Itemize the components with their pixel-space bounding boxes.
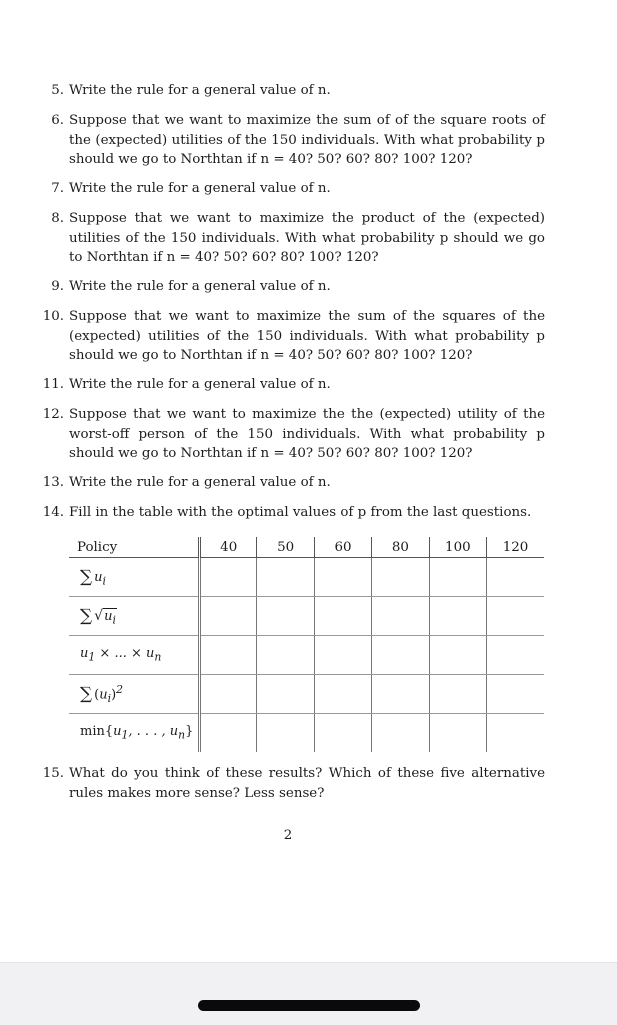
answer-cell[interactable]	[372, 558, 429, 597]
policy-product-utilities: $u_1$ × ... × $u_n$	[69, 636, 200, 675]
table-row	[69, 597, 544, 636]
answer-cell[interactable]	[372, 675, 429, 714]
question-number: 15.	[42, 766, 64, 781]
table-row	[69, 675, 544, 714]
answer-cell[interactable]	[372, 597, 429, 636]
answer-cell[interactable]	[314, 597, 371, 636]
question-number: 14.	[42, 505, 64, 520]
answer-cell[interactable]	[429, 597, 486, 636]
answer-cell[interactable]	[314, 558, 371, 597]
question-5	[40, 81, 545, 101]
answer-cell[interactable]	[429, 675, 486, 714]
table-row	[69, 558, 544, 597]
question-10	[40, 307, 545, 366]
answer-cell[interactable]	[487, 714, 544, 753]
table-row	[69, 636, 544, 675]
answer-cell[interactable]	[487, 636, 544, 675]
question-number: 12.	[42, 407, 64, 422]
answer-cell[interactable]	[314, 714, 371, 753]
question-9	[40, 277, 545, 297]
question-number: 6.	[51, 113, 64, 128]
question-text: What do you think of these results? Which of these five alternative rules makes more sense? Less sense?	[69, 766, 545, 801]
question-8	[40, 209, 545, 268]
answer-cell[interactable]	[429, 714, 486, 753]
answer-cell[interactable]	[200, 675, 257, 714]
answer-cell[interactable]	[487, 597, 544, 636]
header-n-50: 50	[257, 537, 314, 558]
question-number: 9.	[51, 279, 64, 294]
answer-cell[interactable]	[257, 714, 314, 753]
answer-cell[interactable]	[429, 636, 486, 675]
policy-sum-sqrt-utilities: ∑ $√u_i$	[69, 597, 200, 636]
question-number: 10.	[42, 309, 64, 324]
question-number: 5.	[51, 83, 64, 98]
answer-cell[interactable]	[257, 675, 314, 714]
question-14	[40, 503, 545, 523]
question-7	[40, 179, 545, 199]
question-text: Suppose that we want to maximize the the (expected) utility of the worst-off person of the 150 individuals. With what probability p should we go to Northtan if n = 40? 50? 60? 80? 100? 120?	[69, 407, 545, 461]
answer-cell[interactable]	[487, 675, 544, 714]
header-n-40: 40	[200, 537, 257, 558]
question-number: 7.	[51, 181, 64, 196]
answer-cell[interactable]	[200, 597, 257, 636]
bottom-toolbar	[0, 962, 617, 1025]
question-13	[40, 473, 545, 493]
question-text: Write the rule for a general value of n.	[69, 377, 331, 392]
header-n-120: 120	[487, 537, 544, 558]
question-15	[40, 764, 545, 803]
policy-min-utility: $\min\{u_1$, . . . , $u_n$}	[80, 724, 194, 742]
answer-cell[interactable]	[372, 714, 429, 753]
question-text: Suppose that we want to maximize the sum of of the square roots of the (expected) utilities of the 150 individuals. With what probability p should we go to Northtan if n = 40? 50? 60? 80? 100? 120?	[69, 113, 545, 167]
answer-cell[interactable]	[200, 714, 257, 753]
answer-cell[interactable]	[314, 636, 371, 675]
table-row	[69, 714, 544, 753]
header-n-100: 100	[429, 537, 486, 558]
answer-cell[interactable]	[257, 558, 314, 597]
header-policy: Policy	[69, 537, 200, 558]
header-n-80: 80	[372, 537, 429, 558]
page-number: 2	[283, 828, 293, 843]
answer-cell[interactable]	[257, 636, 314, 675]
answer-cell[interactable]	[372, 636, 429, 675]
question-text: Fill in the table with the optimal values of p from the last questions.	[69, 505, 532, 520]
answer-cell[interactable]	[200, 558, 257, 597]
table-header-row	[69, 537, 544, 558]
question-text: Write the rule for a general value of n.	[69, 83, 331, 98]
header-n-60: 60	[314, 537, 371, 558]
question-text: Suppose that we want to maximize the sum of the squares of the (expected) utilities of the 150 individuals. With what probability p should we go to Northtan if n = 40? 50? 60? 80? 100? 120?	[69, 309, 545, 363]
question-6	[40, 111, 545, 170]
answer-cell[interactable]	[429, 558, 486, 597]
question-text: Write the rule for a general value of n.	[69, 181, 331, 196]
policy-table	[69, 537, 544, 752]
question-text: Write the rule for a general value of n.	[69, 475, 331, 490]
question-number: 13.	[42, 475, 64, 490]
policy-sum-utilities: ∑ $u_i$	[69, 558, 200, 597]
question-11	[40, 375, 545, 395]
question-12	[40, 405, 545, 464]
answer-cell[interactable]	[487, 558, 544, 597]
policy-sum-squares-utilities: ∑ $(u_i)^2$	[69, 675, 200, 714]
question-number: 8.	[51, 211, 64, 226]
question-text: Write the rule for a general value of n.	[69, 279, 331, 294]
question-number: 11.	[42, 377, 64, 392]
home-indicator[interactable]	[198, 1000, 420, 1011]
answer-cell[interactable]	[257, 597, 314, 636]
question-text: Suppose that we want to maximize the product of the (expected) utilities of the 150 individuals. With what probability p should we go to Northtan if n = 40? 50? 60? 80? 100? 120?	[69, 211, 545, 265]
answer-cell[interactable]	[200, 636, 257, 675]
answer-cell[interactable]	[314, 675, 371, 714]
